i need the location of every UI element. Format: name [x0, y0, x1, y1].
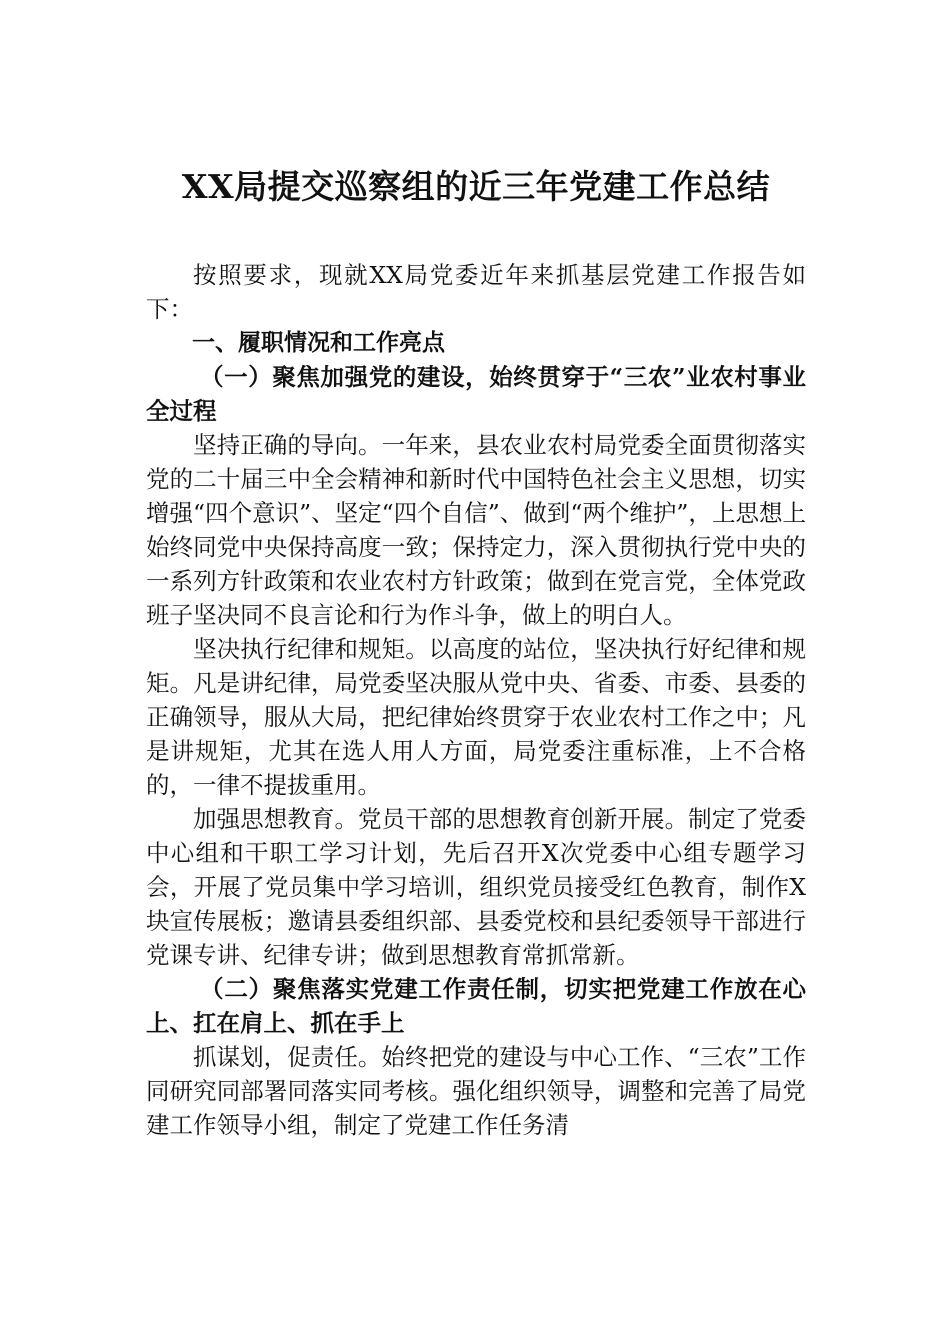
- paragraph-education: 加强思想教育。党员干部的思想教育创新开展。制定了党委中心组和干职工学习计划，先后召开X次党委中心组专题学习会，开展了党员集中学习培训，组织党员接受红色教育，制作X块宣传展板；邀请县委组织部、县委党校和县纪委领导干部进行党课专讲、纪律专讲；做到思想教育常抓常新。: [146, 805, 806, 969]
- subsection-heading-2: （二）聚焦落实党建工作责任制，切实把党建工作放在心上、扛在肩上、抓在手上: [146, 975, 806, 1037]
- section-heading-1: 一、履职情况和工作亮点: [192, 330, 445, 356]
- paragraph-intro: 按照要求，现就XX局党委近年来抓基层党建工作报告如下：: [146, 261, 806, 323]
- paragraph-guidance: 坚持正确的导向。一年来，县农业农村局党委全面贯彻落实党的二十届三中全会精神和新时代中国特色社会主义思想，切实增强“四个意识”、坚定“四个自信”、做到“两个维护”，上思想上始终同党中央保持高度一致；保持定力，深入贯彻执行党中央的一系列方针政策和农业农村方针政策；做到在党言党，全体党政班子坚决同不良言论和行为作斗争，做上的明白人。: [146, 431, 806, 629]
- paragraph-discipline: 坚决执行纪律和规矩。以高度的站位，坚决执行好纪律和规矩。凡是讲纪律，局党委坚决服从党中央、省委、市委、县委的正确领导，服从大局，把纪律始终贯穿于农业农村工作之中；凡是讲规矩，尤其在选人用人方面，局党委注重标准，上不合格的，一律不提拔重用。: [146, 635, 806, 799]
- document-title: XX局提交巡察组的近三年党建工作总结: [181, 167, 771, 206]
- paragraph-planning: 抓谋划，促责任。始终把党的建设与中心工作、“三农”工作同研究同部署同落实同考核。强化组织领导，调整和完善了局党建工作领导小组，制定了党建工作任务清: [146, 1043, 806, 1139]
- subsection-heading-1: （一）聚焦加强党的建设，始终贯穿于“三农”业农村事业全过程: [146, 363, 806, 425]
- document-body: [146, 258, 806, 1142]
